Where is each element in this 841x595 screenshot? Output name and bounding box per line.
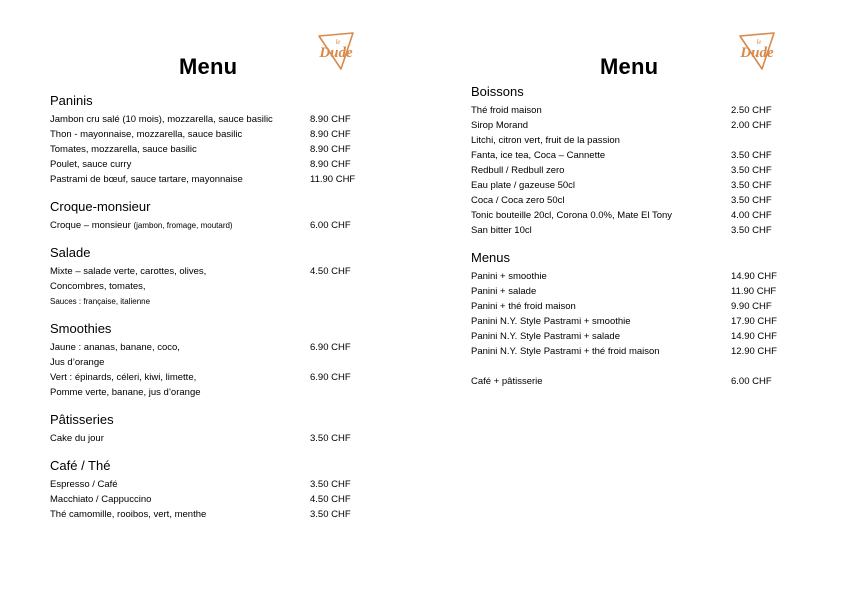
menu-section [50,92,380,187]
menu-section [471,249,801,389]
item-name-text: Coca / Coca zero 50cl [471,195,565,206]
menu-item [471,314,801,329]
item-name [50,385,201,400]
item-name [471,163,564,178]
item-name [471,133,620,148]
item-price: 11.90 CHF [731,286,777,297]
item-price: 11.90 CHF [310,174,356,185]
item-price: 8.90 CHF [310,129,351,140]
item-price: 4.50 CHF [310,494,351,505]
item-name-text: Litchi, citron vert, fruit de la passion [471,135,620,146]
item-name [471,284,536,299]
section-title: Paninis [50,93,93,108]
menu-item [471,133,801,148]
item-name [471,223,532,238]
item-name [50,355,104,370]
item-price: 3.50 CHF [310,509,351,520]
item-name-text: Eau plate / gazeuse 50cl [471,180,576,191]
menu-section [50,457,380,522]
item-price: 6.90 CHF [310,342,351,353]
item-name-text: Tomates, mozzarella, sauce basilic [50,144,197,155]
item-name-text: Croque – monsieur [50,220,134,231]
menu-item [50,340,380,355]
item-price: 3.50 CHF [731,180,772,191]
menu-item [50,142,380,157]
item-name [471,269,547,284]
row-spacer [471,359,801,374]
item-name-text: Thé camomille, rooibos, vert, menthe [50,509,207,520]
item-name-text: Thé froid maison [471,105,542,116]
item-name-text: Sauces : française, italienne [50,297,151,306]
menu-column [50,92,380,522]
item-price: 3.50 CHF [731,195,772,206]
menu-column [471,83,801,389]
item-name-text: Macchiato / Cappuccino [50,494,152,505]
item-name [50,279,146,294]
item-name-text: Thon - mayonnaise, mozzarella, sauce basilic [50,129,243,140]
section-title: Croque-monsieur [50,199,151,214]
item-name [471,178,575,193]
page-title: Menu [179,54,238,79]
menu-item [471,344,801,359]
menu-item [50,112,380,127]
menu-item [471,208,801,223]
menu-page-right [421,0,841,595]
dude-logo [732,30,782,72]
section-title: Menus [471,250,511,265]
item-name [471,148,605,163]
item-price: 3.50 CHF [731,225,772,236]
section-title: Boissons [471,84,524,99]
item-name [471,103,542,118]
item-name [50,127,242,142]
section-title: Smoothies [50,321,112,336]
section-title: Pâtisseries [50,412,114,427]
item-name [50,477,118,492]
item-name [471,314,631,329]
item-name-text: Panini + thé froid maison [471,301,576,312]
menu-item [50,264,380,279]
item-name [471,193,564,208]
menu-page-left [0,0,420,595]
item-price: 3.50 CHF [731,165,772,176]
menu-section [50,244,380,309]
item-price: 9.90 CHF [731,301,772,312]
menu-item [471,178,801,193]
item-name [50,218,233,233]
menu-section [471,83,801,238]
item-name-text: San bitter 10cl [471,225,532,236]
item-name-text: Jus d’orange [50,357,105,368]
menu-item [50,507,380,522]
item-name-text: Cake du jour [50,433,104,444]
item-price: 8.90 CHF [310,144,351,155]
item-name [471,344,660,359]
item-name [50,112,273,127]
item-name [50,294,150,309]
item-name-text: Tonic bouteille 20cl, Corona 0.0%, Mate El Tony [471,210,673,221]
menu-item [471,118,801,133]
item-name-text: Vert : épinards, céleri, kiwi, limette, [50,372,197,383]
item-price: 6.90 CHF [310,372,351,383]
menu-section [50,320,380,400]
item-note: (jambon, fromage, moutard) [133,221,233,230]
menu-item [471,163,801,178]
item-price: 4.00 CHF [731,210,772,221]
item-name [471,299,576,314]
item-price: 6.00 CHF [310,220,351,231]
menu-item [50,172,380,187]
item-price: 12.90 CHF [731,346,777,357]
logo-small-text: le [335,38,341,46]
menu-section [50,411,380,446]
item-name-text: Redbull / Redbull zero [471,165,565,176]
item-name [50,492,151,507]
menu-item [50,431,380,446]
item-name-text: Café + pâtisserie [471,376,543,387]
menu-item [50,157,380,172]
item-name [50,507,206,522]
item-name [50,340,180,355]
item-price: 3.50 CHF [310,479,351,490]
menu-item [471,223,801,238]
menu-item [50,294,380,309]
item-name [50,431,104,446]
item-name [50,370,196,385]
logo-text: Dude [319,45,353,61]
item-name [471,374,543,389]
item-name [50,142,197,157]
section-title: Salade [50,245,91,260]
item-price: 17.90 CHF [731,316,777,327]
menu-section [50,198,380,233]
item-name [471,329,620,344]
item-price: 2.00 CHF [731,120,772,131]
logo-text: Dude [740,45,774,61]
item-name [50,264,206,279]
menu-item [50,492,380,507]
item-price: 3.50 CHF [310,433,351,444]
menu-item [471,103,801,118]
menu-item [50,385,380,400]
menu-item [50,370,380,385]
item-name-text: Pomme verte, banane, jus d’orange [50,387,201,398]
item-name [471,208,672,223]
item-name [50,172,243,187]
item-price: 14.90 CHF [731,331,777,342]
menu-item [471,374,801,389]
item-name-text: Jaune : ananas, banane, coco, [50,342,180,353]
item-name-text: Panini N.Y. Style Pastrami + smoothie [471,316,631,327]
item-name-text: Pastrami de bœuf, sauce tartare, mayonnaise [50,174,243,185]
item-price: 4.50 CHF [310,266,351,277]
item-price: 2.50 CHF [731,105,772,116]
item-name-text: Panini + salade [471,286,537,297]
item-name-text: Panini N.Y. Style Pastrami + thé froid maison [471,346,660,357]
menu-item [471,269,801,284]
logo-small-text: le [756,38,762,46]
menu-item [471,299,801,314]
menu-item [50,127,380,142]
item-price: 14.90 CHF [731,271,777,282]
page-title: Menu [600,54,659,79]
item-name-text: Jambon cru salé (10 mois), mozzarella, sauce basilic [50,114,273,125]
item-price: 8.90 CHF [310,114,351,125]
item-name-text: Espresso / Café [50,479,118,490]
item-name-text: Panini + smoothie [471,271,547,282]
item-name [471,118,528,133]
item-name [50,157,131,172]
menu-item [50,477,380,492]
section-title: Café / Thé [50,458,111,473]
menu-item [471,193,801,208]
item-name-text: Poulet, sauce curry [50,159,132,170]
menu-item [471,329,801,344]
menu-item [50,355,380,370]
item-price: 8.90 CHF [310,159,351,170]
item-name-text: Sirop Morand [471,120,529,131]
item-price: 3.50 CHF [731,150,772,161]
menu-item [50,279,380,294]
item-name-text: Panini N.Y. Style Pastrami + salade [471,331,620,342]
menu-item [471,148,801,163]
item-price: 6.00 CHF [731,376,772,387]
menu-item [50,218,380,233]
dude-logo [311,30,361,72]
item-name-text: Concombres, tomates, [50,281,146,292]
item-name-text: Fanta, ice tea, Coca – Cannette [471,150,606,161]
item-name-text: Mixte – salade verte, carottes, olives, [50,266,207,277]
menu-item [471,284,801,299]
